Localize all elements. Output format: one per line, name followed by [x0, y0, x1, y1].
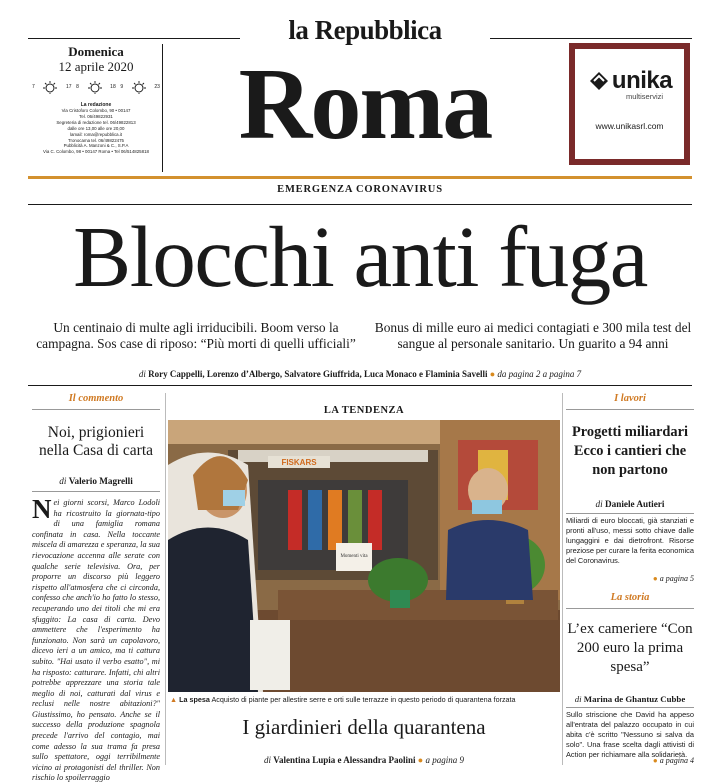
lavori-label: I lavori	[614, 393, 646, 404]
unika-logo-icon	[587, 69, 611, 93]
storia-page[interactable]: ● a pagina 4	[652, 756, 694, 765]
temp-min-2: 8	[76, 84, 79, 90]
caption-triangle-icon: ▲	[170, 695, 178, 704]
date-day: Domenica	[68, 44, 124, 59]
redazione-info: Via Cristoforo Colombo, 90 • 00147 Tel. 06/49822931 Segreteria di redazione tel. 06/49822813 dalle ore 13,00 alle ore 20,00 lamail: roma@repubblica.it Tronocama tel. 06/49822475 Pubblicità A. Manzoni & C., S.P.A Via C. Colombo, 98 • 00147 Roma • Tel 06/514825818	[43, 108, 149, 155]
date-box	[32, 44, 160, 172]
temp-max-2: 18	[110, 84, 116, 90]
storia-title[interactable]: L’ex cameriere “Con 200 euro la prima spesa”	[567, 621, 693, 675]
dropcap: N	[32, 494, 52, 524]
lavori-byline: di Daniele Autieri	[595, 499, 665, 509]
redazione-title: La redazione	[80, 102, 112, 108]
brand-logo: la Repubblica	[240, 15, 490, 46]
commento-title[interactable]: Noi, prigionieri nella Casa di carta	[38, 424, 154, 459]
storia-label: La storia	[610, 592, 650, 603]
storia-byline: di Marina de Ghantuz Cubbe	[574, 694, 686, 704]
edition-title: Roma	[238, 48, 492, 161]
tendenza-title[interactable]: I giardinieri della quarantena	[242, 715, 486, 739]
subhead-right: Bonus di mille euro ai medici contagiati e 300 mila test del sangue al personale sanitario. Un guarito a 94 anni	[374, 320, 692, 351]
ad-box[interactable]	[569, 43, 690, 165]
sun-icon	[39, 80, 61, 94]
main-byline[interactable]: di Rory Cappelli, Lorenzo d’Albergo, Salvatore Giuffrida, Luca Monaco e Flaminia Savelli ● da pagina 2 a pagina 7	[138, 369, 582, 379]
lavori-page[interactable]: ● a pagina 5	[652, 574, 694, 583]
lavori-title[interactable]: Progetti miliardari Ecco i cantieri che non partono	[571, 424, 689, 478]
date-full: 12 aprile 2020	[58, 59, 134, 74]
ad-sub: multiservizi	[625, 92, 664, 101]
temp-min-3: 9	[120, 84, 124, 90]
main-headline[interactable]: Blocchi anti fuga	[73, 208, 647, 305]
storia-text: Sullo striscione che David ha appeso all'entrata del palazzo occupato in cui abita c'è scritto "Nessuno si salva da solo". Una frase scelta dagli attivisti di Action per richiamare alla solidarietà.	[566, 710, 694, 759]
commento-byline: di Valerio Magrelli	[59, 476, 133, 486]
lavori-text: Miliardi di euro bloccati, già stanziati e pronti all'uso, messi sotto chiave dalle lungaggini e dai dietrofront. Risorse preziose per curare la ferita economica del Coronavirus.	[566, 516, 694, 565]
photo-caption: ▲ La spesa Acquisto di piante per allestire serre e orti sulle terrazze in questo periodo di quarantena forzata	[170, 695, 516, 704]
temp-max-1: 17	[66, 84, 72, 90]
temp-max-3: 23	[154, 84, 160, 90]
subhead-left: Un centinaio di multe agli irriducibili. Boom verso la campagna. Sos case di riposo: “Più morti di quelli ufficiali”	[36, 320, 356, 351]
sun-icon	[84, 80, 106, 94]
kicker: EMERGENZA CORONAVIRUS	[277, 184, 443, 195]
ad-url[interactable]: www.unikasrl.com	[595, 121, 664, 131]
tendenza-byline[interactable]: di Valentina Lupia e Alessandra Paolini ● a pagina 9	[264, 755, 464, 765]
commento-text: Nei giorni scorsi, Marco Lodoli ha ricostruito la giornata-tipo di una famiglia romana confinata in casa. Nella toccante miscela di amarezza e speranza, la sua rievocazione accenna alle serate con qualche serie televisiva. Ora, per proporre un discorso più leggero rispetto all'atmosfera che ci circonda, confesso che anch'io ho fatto lo stesso, recuperando uno dei titoli che mi era sfuggito: La casa di carta. Devo ammettere che l'esperimento ha funzionato. Non sarà un capolavoro, dicevo ieri a un amico, ma ti cattura subito. "Hai usato il verbo esatto", mi ha risposto: catturare. Infatti, chi altri potrebbe apprezzare una storia tale meglio di noi, catturati dal virus e reclusi nelle nostre abitazioni?" Giustissimo, ho pensato. Anche se il successo della produzione spagnola precede l'arrivo del contagio, mai come adesso la sua trama fa presa sullo spettatore, oggi terribilmente vicino ai protagonisti del thriller. Non rischio lo spoilerraggio	[32, 494, 160, 783]
temp-min-1: 7	[32, 84, 35, 90]
tendenza-label: LA TENDENZA	[323, 405, 405, 416]
sun-icon	[128, 80, 150, 94]
commento-label: Il commento	[68, 393, 124, 404]
ad-brand: unika	[611, 67, 673, 94]
weather-strip	[32, 80, 160, 94]
photo-brand-text: FISKARS	[281, 458, 317, 467]
photo-sign-text: Momenti vita	[340, 554, 368, 559]
shop-photo[interactable]	[168, 420, 560, 692]
